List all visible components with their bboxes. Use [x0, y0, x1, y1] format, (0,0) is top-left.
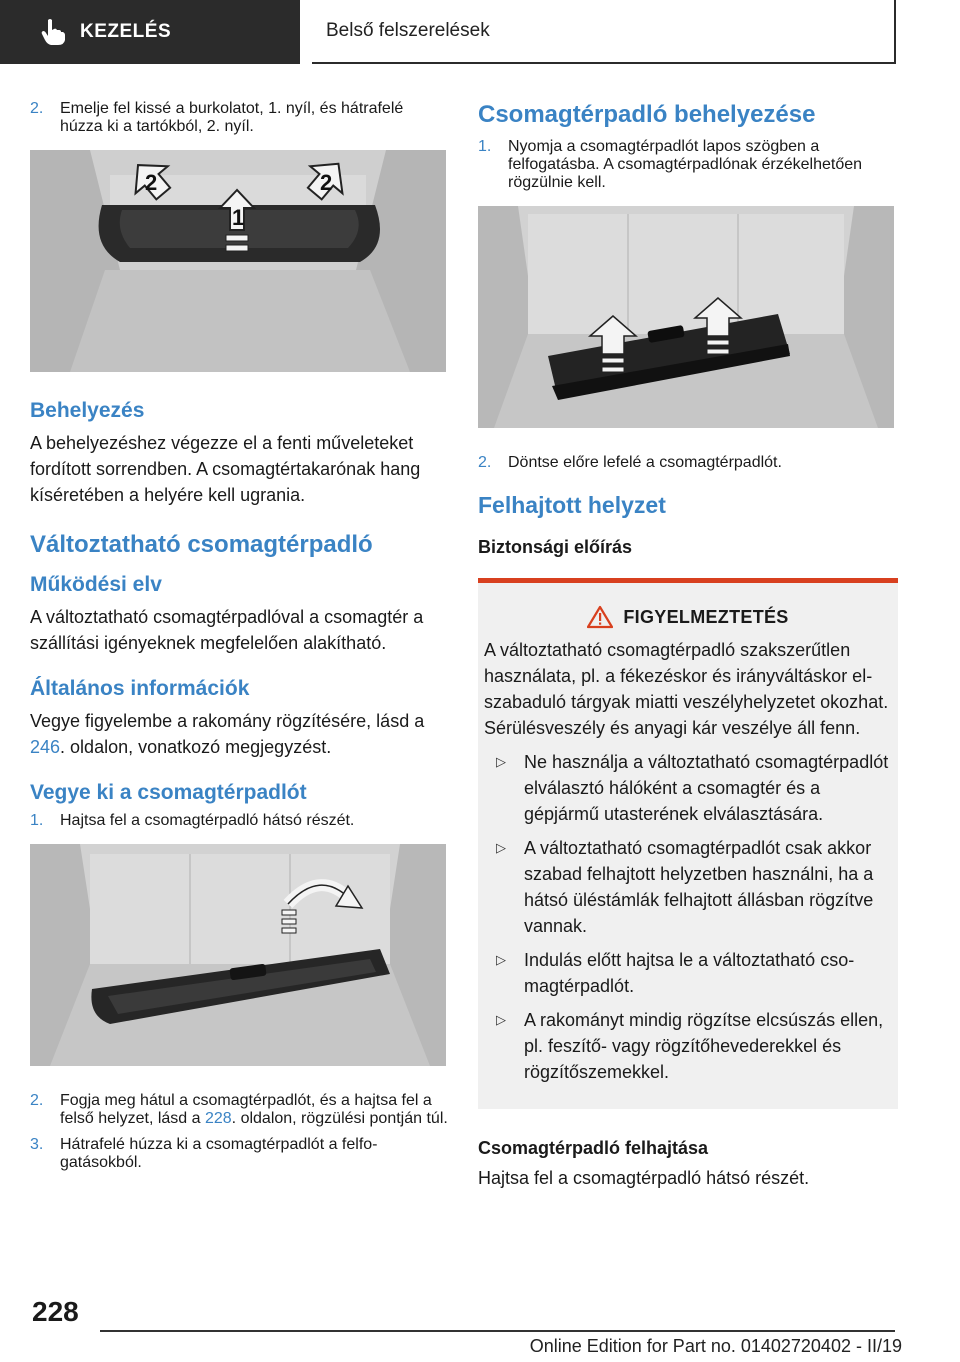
general-info-text-a: Vegye figyelembe a rakomány rögzítésére, lásd a [30, 711, 425, 731]
principle-heading: Működési elv [30, 573, 162, 596]
bullet-triangle-icon: ▷ [496, 1012, 506, 1027]
right-column [478, 100, 898, 1191]
step-2-remove-cover [30, 100, 448, 136]
arrow-label-2-right: 2 [320, 170, 333, 195]
remove-floor-heading: Vegye ki a csomagtérpadlót [30, 781, 307, 804]
step-text-b: . oldalon, rögzülési pontján túl. [231, 1110, 448, 1127]
safety-heading: Biztonsági előírás [478, 537, 633, 557]
general-info-text-b: . oldalon, vonatkozó megjegyzést. [60, 737, 332, 757]
page-link-246[interactable]: 246 [30, 737, 61, 757]
floor-install-illustration [478, 206, 894, 428]
figure-cover-removal [30, 150, 446, 372]
remove-step-3 [30, 1136, 448, 1172]
folded-heading: Felhajtott helyzet [478, 492, 666, 518]
install-step-2 [478, 454, 898, 472]
page-link-228[interactable]: 228 [204, 1110, 232, 1127]
fold-heading: Csomagtérpadló felhajtása [478, 1138, 709, 1158]
step-text-a: Fogja meg hátul a csomagtérpadlót, és a hajtsa fel a felső helyzet, lásd a [60, 1092, 432, 1127]
remove-step-1 [30, 812, 448, 830]
warning-triangle-icon [587, 605, 613, 629]
warning-bullet [484, 947, 892, 999]
footer-edition: Online Edition for Part no. 01402720402 - II/19 [529, 1336, 902, 1356]
bullet-triangle-icon: ▷ [496, 952, 506, 967]
install-step-1 [478, 138, 898, 192]
warning-text: A változtatható csomagtérpadló szakszerűtlen használata, pl. a fékezéskor és irányváltáskor elszabaduló tárgyak miatti veszélyhelyzetet okozhat. Sérülésveszély és anyagi kár veszélye áll fenn. [484, 640, 889, 738]
insert-text: A behelyezéshez végezze el a fenti műveleteket fordított sorrendben. A csomagtértakarónak hang kíséretében a helyére kell ugrania. [30, 433, 421, 505]
figure-floor-lift [30, 844, 446, 1066]
step-text: Hajtsa fel a csomagtérpadló hátsó részét. [60, 812, 355, 829]
insert-heading: Behelyezés [30, 399, 145, 422]
page-number: 228 [32, 1296, 79, 1327]
bullet-triangle-icon: ▷ [496, 840, 506, 855]
remove-step-2 [30, 1092, 448, 1128]
bullet-text: Indulás előtt hajtsa le a változtatható csomagtérpadlót. [524, 950, 855, 996]
step-text: Nyomja a csomagtérpadlót lapos szögben a felfogatásba. A csomagtérpadlónak érzékelhetően rögzülnie kell. [508, 138, 863, 191]
bullet-text: Ne használja a változtatható csomagtérpadlót elválasztó hálóként a csomagtér és a gépjármű utasterének elválasztására. [524, 752, 889, 824]
fold-text: Hajtsa fel a csomagtérpadló hátsó részét. [478, 1168, 810, 1188]
floor-lift-illustration [30, 844, 446, 1066]
warning-box [478, 578, 898, 1109]
trunk-cover-illustration [30, 150, 446, 372]
step-number: 1. [30, 812, 44, 829]
bullet-triangle-icon: ▷ [496, 754, 506, 769]
general-info-heading: Általános információk [30, 677, 250, 700]
figure-floor-install [478, 206, 894, 428]
warning-bullet [484, 835, 892, 939]
warning-bullets [484, 749, 892, 1085]
arrow-label-2-left: 2 [145, 170, 158, 195]
bullet-text: A változtatható csomagtérpadlót csak akkor szabad felhajtott helyzetben használni, ha a hátsó üléstámlák felhajtott állásban rögzítve vannak. [524, 838, 874, 936]
chapter-tab [0, 0, 300, 64]
principle-text: A változtatható csomagtérpadlóval a csomagtér a szállítási igényeknek megfelelően alakítható. [30, 607, 424, 653]
step-number: 2. [30, 100, 44, 117]
section-title: Belső felszerelések [312, 0, 896, 64]
step-text [60, 1092, 448, 1128]
arrow-label-1: 1 [232, 205, 245, 230]
step-number: 2. [30, 1092, 44, 1109]
general-info-text [30, 708, 448, 760]
step-text: Hátrafelé húzza ki a csomagtérpadlót a felfogatásokból. [60, 1136, 378, 1171]
hand-pointer-icon [40, 18, 66, 46]
step-number: 2. [478, 454, 492, 471]
step-text: Emelje fel kissé a burkolatot, 1. nyíl, és hátrafelé húzza ki a tartókból, 2. nyíl. [60, 100, 404, 135]
warning-bullet [484, 749, 892, 827]
left-column [30, 100, 448, 1180]
step-number: 1. [478, 138, 492, 155]
chapter-label: KEZELÉS [80, 21, 172, 42]
step-text: Döntse előre lefelé a csomagtérpadlót. [508, 454, 782, 471]
variable-floor-heading: Változtatható csomagtérpadló [30, 531, 373, 558]
warning-bullet [484, 1007, 892, 1085]
step-number: 3. [30, 1136, 44, 1153]
footer-rule [100, 1330, 895, 1332]
install-floor-heading: Csomagtérpadló behelyezése [478, 101, 816, 128]
bullet-text: A rakományt mindig rögzítse elcsúszás ellen, pl. feszítő- vagy rögzítőhevederekkel és rögzítőszemekkel. [524, 1010, 884, 1082]
warning-header [484, 605, 892, 629]
warning-title: FIGYELMEZTETÉS [623, 606, 789, 627]
